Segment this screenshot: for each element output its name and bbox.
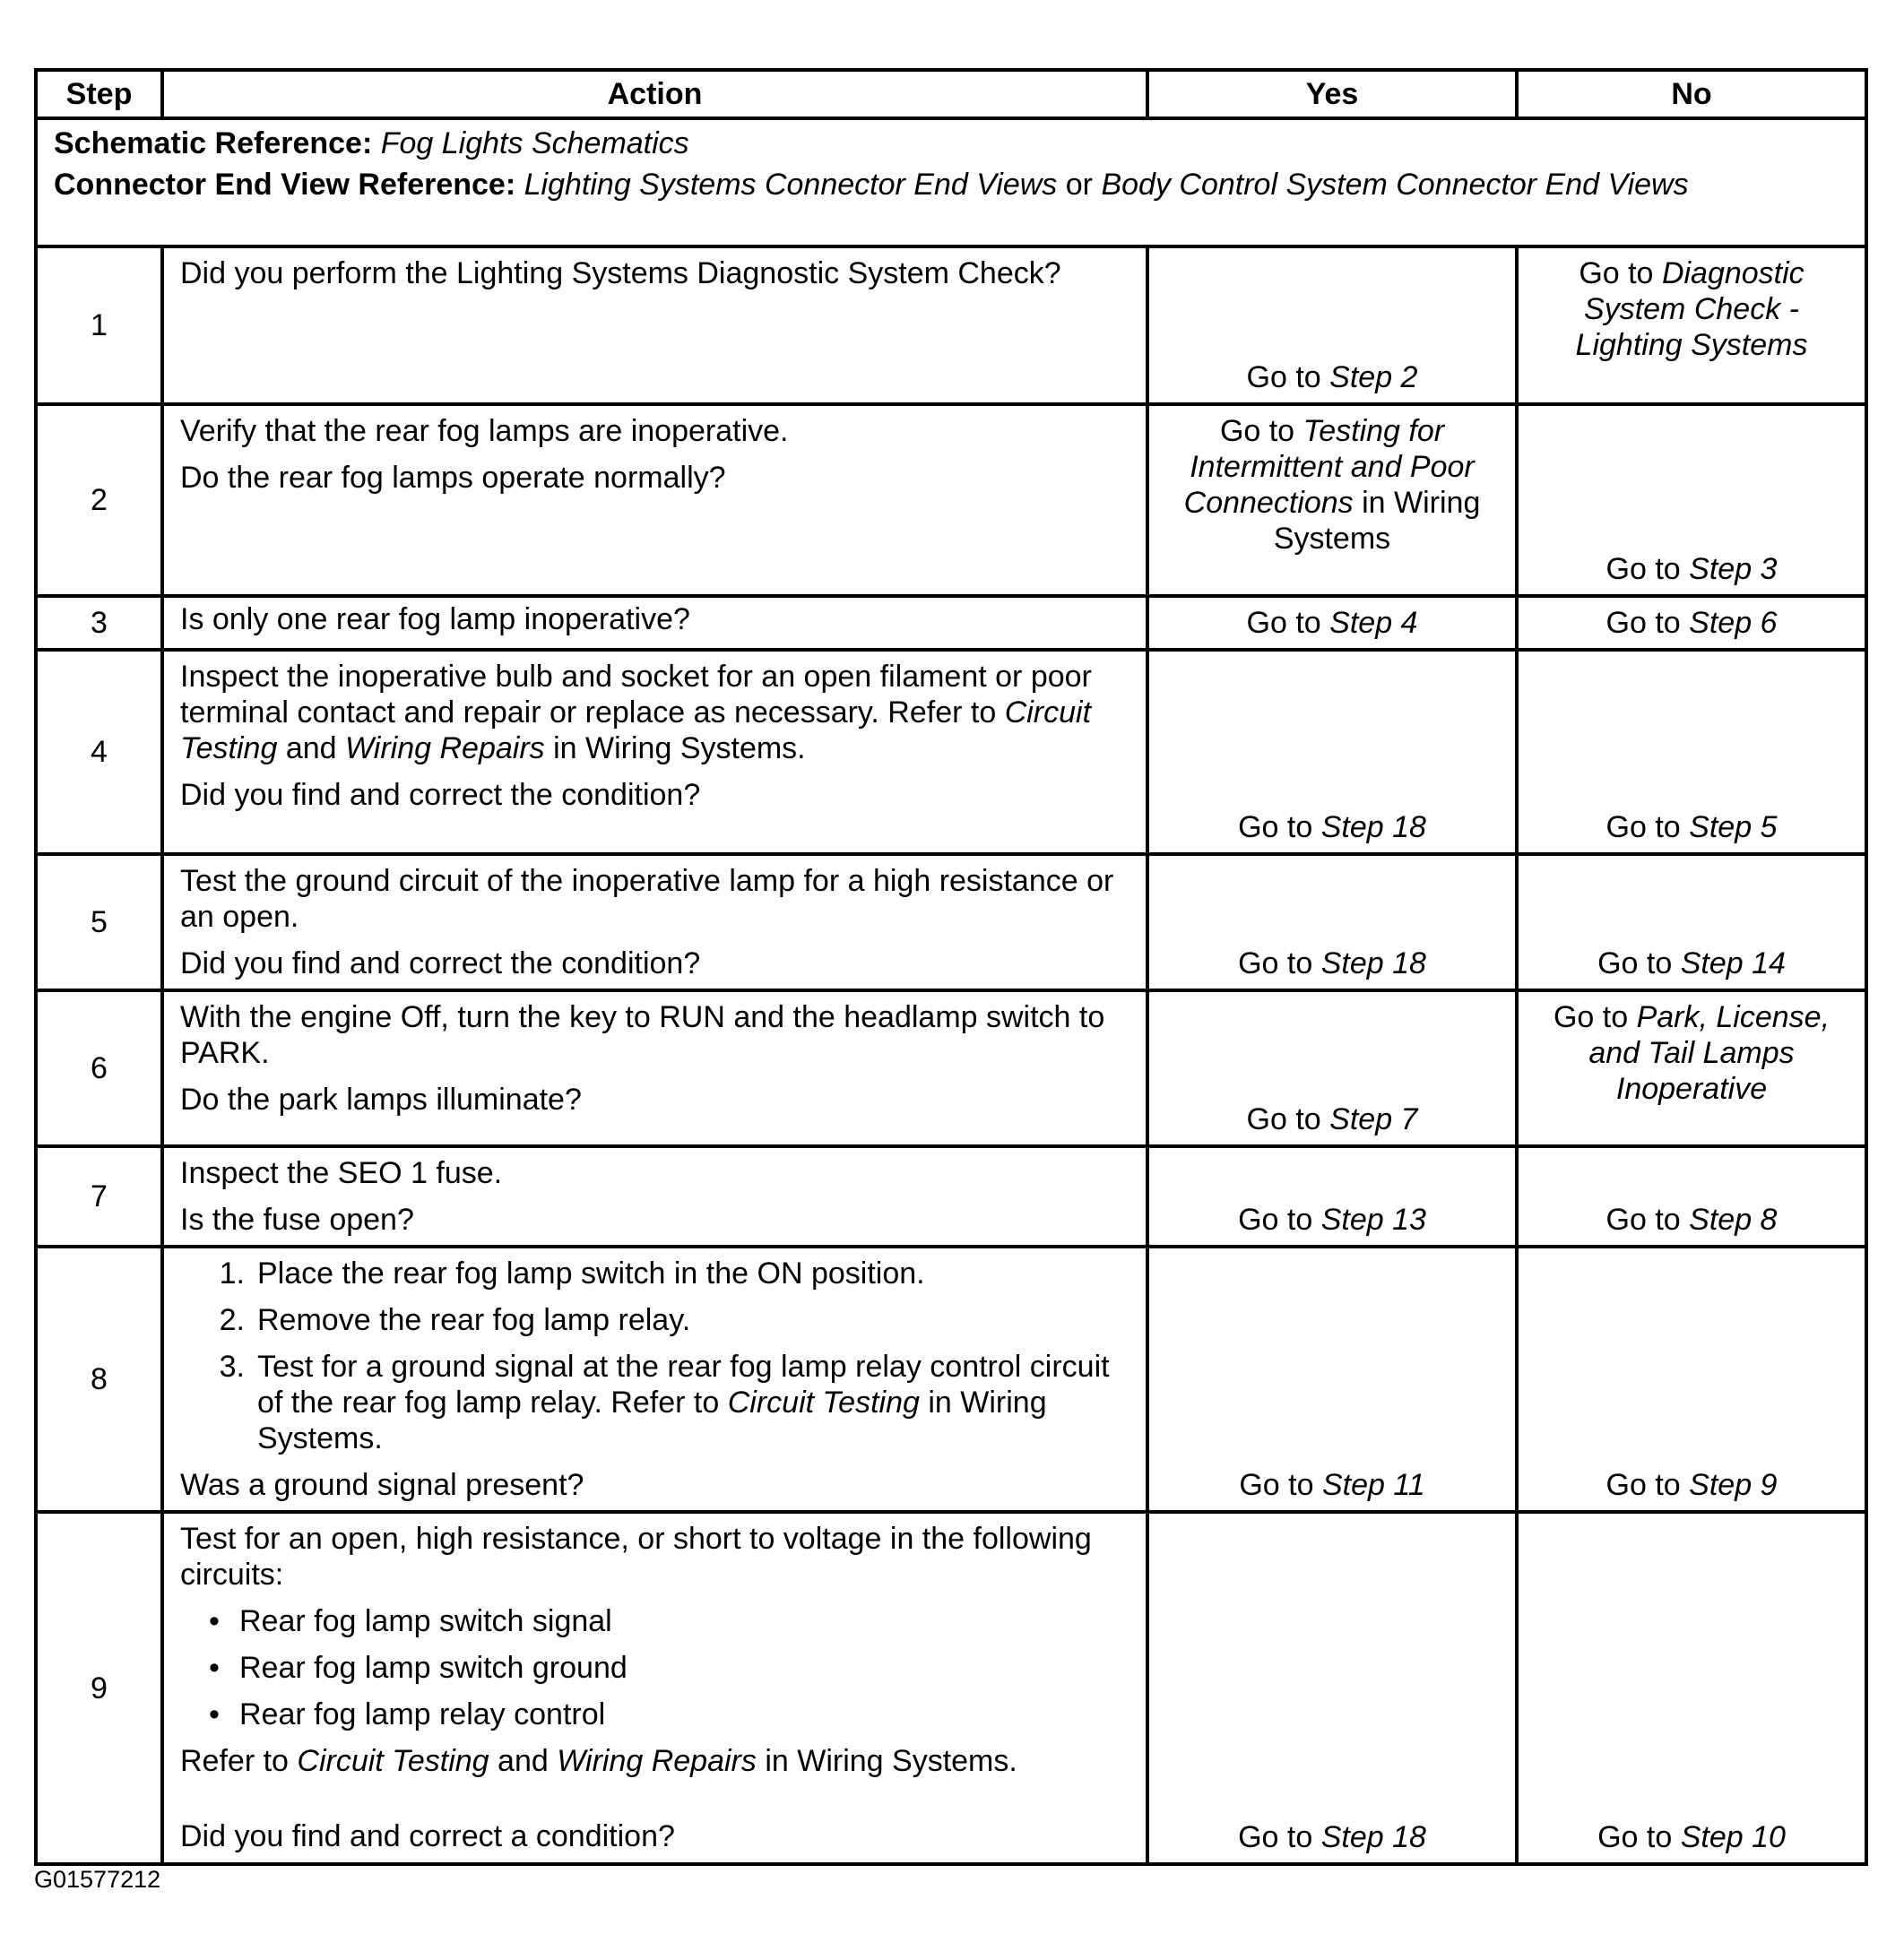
table-row <box>36 650 1866 854</box>
connector-reference-link-lighting[interactable]: Lighting Systems Connector End Views <box>524 168 1058 202</box>
and-text: and <box>285 731 337 765</box>
action-cell <box>162 854 1147 990</box>
no-link[interactable]: Step 8 <box>1689 1203 1778 1237</box>
yes-link[interactable]: Step 18 <box>1320 810 1426 844</box>
list-text: Remove the rear fog lamp relay. <box>257 1303 691 1337</box>
action-question: Is the fuse open? <box>180 1203 414 1237</box>
list-text <box>257 1349 1129 1456</box>
bullet-icon: • <box>209 1651 220 1685</box>
table-row <box>36 596 1866 650</box>
bullet-icon: • <box>209 1604 220 1638</box>
action-question: Was a ground signal present? <box>180 1468 584 1502</box>
in-wiring-text: in Wiring Systems. <box>257 1386 1047 1455</box>
step-number: 5 <box>36 854 162 990</box>
action-question: Do the rear fog lamps operate normally? <box>180 461 726 495</box>
list-number: 1. <box>219 1256 245 1291</box>
list-item <box>180 1349 1129 1456</box>
yes-link[interactable]: Step 18 <box>1320 946 1426 980</box>
yes-cell <box>1147 1146 1517 1247</box>
step-number: 1 <box>36 246 162 404</box>
no-link[interactable]: Park, License, and Tail Lamps Inoperative <box>1588 1000 1830 1106</box>
no-cell <box>1517 1247 1866 1512</box>
no-link[interactable]: Step 14 <box>1680 946 1786 980</box>
yes-cell <box>1147 650 1517 854</box>
no-link[interactable]: Step 10 <box>1680 1820 1786 1854</box>
yes-suffix: in Wiring Systems <box>1273 486 1481 556</box>
list-text-main: Test for a ground signal at the rear fog lamp relay control circuit of the rear fog lamp relay. Refer to <box>257 1350 1110 1420</box>
action-cell <box>162 246 1147 404</box>
no-cell <box>1517 596 1866 650</box>
step-number: 2 <box>36 404 162 596</box>
action-question: Did you find and correct the condition? <box>180 946 701 980</box>
table-row <box>36 246 1866 404</box>
yes-link[interactable]: Step 4 <box>1329 606 1418 640</box>
no-cell <box>1517 1146 1866 1247</box>
go-to-text: Go to <box>1605 1203 1681 1237</box>
list-item <box>180 1650 1129 1686</box>
no-link[interactable]: Step 3 <box>1689 552 1778 586</box>
action-text <box>180 1743 1129 1779</box>
list-text: Rear fog lamp switch ground <box>239 1651 627 1685</box>
header-step: Step <box>36 70 162 118</box>
go-to-text: Go to <box>1246 360 1321 394</box>
yes-link[interactable]: Step 7 <box>1329 1102 1418 1136</box>
action-text-main: Inspect the inoperative bulb and socket for an open filament or poor terminal contact and repair or replace as necessary. Refer to <box>180 660 1092 730</box>
header-no: No <box>1517 70 1866 118</box>
yes-cell <box>1147 596 1517 650</box>
yes-link[interactable]: Step 2 <box>1329 360 1418 394</box>
in-wiring-text: in Wiring Systems. <box>553 731 806 765</box>
no-cell <box>1517 404 1866 596</box>
circuit-testing-link[interactable]: Circuit Testing <box>180 695 1092 765</box>
table-row <box>36 1247 1866 1512</box>
go-to-text: Go to <box>1238 1203 1313 1237</box>
go-to-text: Go to <box>1605 552 1681 586</box>
reference-cell <box>36 118 1866 246</box>
list-text: Rear fog lamp relay control <box>239 1697 606 1731</box>
yes-link[interactable]: Step 13 <box>1320 1203 1426 1237</box>
action-cell <box>162 596 1147 650</box>
action-text <box>180 659 1129 766</box>
list-number: 3. <box>219 1350 245 1384</box>
action-cell <box>162 1512 1147 1864</box>
numbered-list <box>180 1256 1129 1456</box>
action-question: Is only one rear fog lamp inoperative? <box>180 602 690 636</box>
action-cell <box>162 650 1147 854</box>
go-to-text: Go to <box>1605 606 1681 640</box>
no-cell <box>1517 990 1866 1146</box>
action-text: With the engine Off, turn the key to RUN and the headlamp switch to PARK. <box>180 1000 1105 1070</box>
go-to-text: Go to <box>1238 946 1313 980</box>
step-number: 4 <box>36 650 162 854</box>
action-question: Do the park lamps illuminate? <box>180 1083 582 1117</box>
no-cell <box>1517 650 1866 854</box>
action-text: Verify that the rear fog lamps are inoperative. <box>180 414 789 448</box>
reference-row <box>36 118 1866 246</box>
diagnostic-table <box>34 68 1868 1866</box>
yes-link[interactable]: Step 11 <box>1321 1468 1425 1502</box>
yes-cell <box>1147 990 1517 1146</box>
no-cell <box>1517 246 1866 404</box>
yes-cell <box>1147 404 1517 596</box>
no-link[interactable]: Step 5 <box>1689 810 1778 844</box>
action-question: Did you perform the Lighting Systems Diagnostic System Check? <box>180 256 1061 290</box>
go-to-text: Go to <box>1597 946 1673 980</box>
table-row <box>36 1512 1866 1864</box>
action-text: Test the ground circuit of the inoperative lamp for a high resistance or an open. <box>180 864 1114 934</box>
connector-reference-or: or <box>1065 168 1093 202</box>
yes-cell <box>1147 246 1517 404</box>
yes-cell <box>1147 1512 1517 1864</box>
connector-reference <box>54 168 1848 201</box>
step-number: 6 <box>36 990 162 1146</box>
schematic-reference <box>54 127 1848 160</box>
connector-reference-link-body[interactable]: Body Control System Connector End Views <box>1101 168 1689 202</box>
list-item <box>180 1302 1129 1338</box>
list-text: Rear fog lamp switch signal <box>239 1604 612 1638</box>
circuit-testing-link[interactable]: Circuit Testing <box>727 1386 920 1420</box>
refer-text: Refer to <box>180 1744 289 1778</box>
go-to-text: Go to <box>1238 1820 1313 1854</box>
list-item <box>180 1697 1129 1732</box>
header-row <box>36 70 1866 118</box>
action-cell <box>162 1146 1147 1247</box>
action-cell <box>162 404 1147 596</box>
action-question: Did you find and correct the condition? <box>180 778 701 812</box>
step-number: 9 <box>36 1512 162 1864</box>
action-text: Inspect the SEO 1 fuse. <box>180 1156 503 1190</box>
list-number: 2. <box>219 1303 245 1337</box>
go-to-text: Go to <box>1553 1000 1629 1034</box>
go-to-text: Go to <box>1605 810 1681 844</box>
step-number: 3 <box>36 596 162 650</box>
go-to-text: Go to <box>1239 1468 1314 1502</box>
list-item <box>180 1603 1129 1639</box>
action-text: Test for an open, high resistance, or short to voltage in the following circuits: <box>180 1522 1092 1592</box>
go-to-text: Go to <box>1597 1820 1673 1854</box>
yes-cell <box>1147 1247 1517 1512</box>
go-to-text: Go to <box>1246 606 1321 640</box>
step-number: 7 <box>36 1146 162 1247</box>
wiring-repairs-link[interactable]: Wiring Repairs <box>557 1744 757 1778</box>
and-text: and <box>498 1744 549 1778</box>
go-to-text: Go to <box>1219 414 1295 448</box>
header-action: Action <box>162 70 1147 118</box>
action-cell <box>162 1247 1147 1512</box>
in-wiring-text: in Wiring Systems. <box>765 1744 1017 1778</box>
yes-link[interactable]: Step 18 <box>1320 1820 1426 1854</box>
header-yes: Yes <box>1147 70 1517 118</box>
schematic-reference-label: Schematic Reference: <box>54 126 373 160</box>
table-row <box>36 404 1866 596</box>
yes-link[interactable]: Testing for Intermittent and Poor Connections <box>1183 414 1475 520</box>
go-to-text: Go to <box>1246 1102 1321 1136</box>
yes-cell <box>1147 854 1517 990</box>
table-row <box>36 854 1866 990</box>
go-to-text: Go to <box>1238 810 1313 844</box>
action-cell <box>162 990 1147 1146</box>
no-cell <box>1517 1512 1866 1864</box>
list-item <box>180 1256 1129 1291</box>
wiring-repairs-link[interactable]: Wiring Repairs <box>345 731 545 765</box>
no-link[interactable]: Step 9 <box>1689 1468 1778 1502</box>
no-link[interactable]: Step 6 <box>1689 606 1778 640</box>
connector-reference-label: Connector End View Reference: <box>54 168 516 202</box>
step-number: 8 <box>36 1247 162 1512</box>
figure-id: G01577212 <box>34 1866 161 1893</box>
go-to-text: Go to <box>1579 256 1654 290</box>
go-to-text: Go to <box>1605 1468 1681 1502</box>
action-question: Did you find and correct a condition? <box>180 1819 675 1853</box>
bullet-list <box>180 1603 1129 1732</box>
no-cell <box>1517 854 1866 990</box>
list-text: Place the rear fog lamp switch in the ON position. <box>257 1256 925 1291</box>
bullet-icon: • <box>209 1697 220 1731</box>
no-link[interactable]: Diagnostic System Check - Lighting Systems <box>1575 256 1808 362</box>
table-row <box>36 1146 1866 1247</box>
table-row <box>36 990 1866 1146</box>
schematic-reference-link[interactable]: Fog Lights Schematics <box>380 126 689 160</box>
circuit-testing-link[interactable]: Circuit Testing <box>297 1744 489 1778</box>
